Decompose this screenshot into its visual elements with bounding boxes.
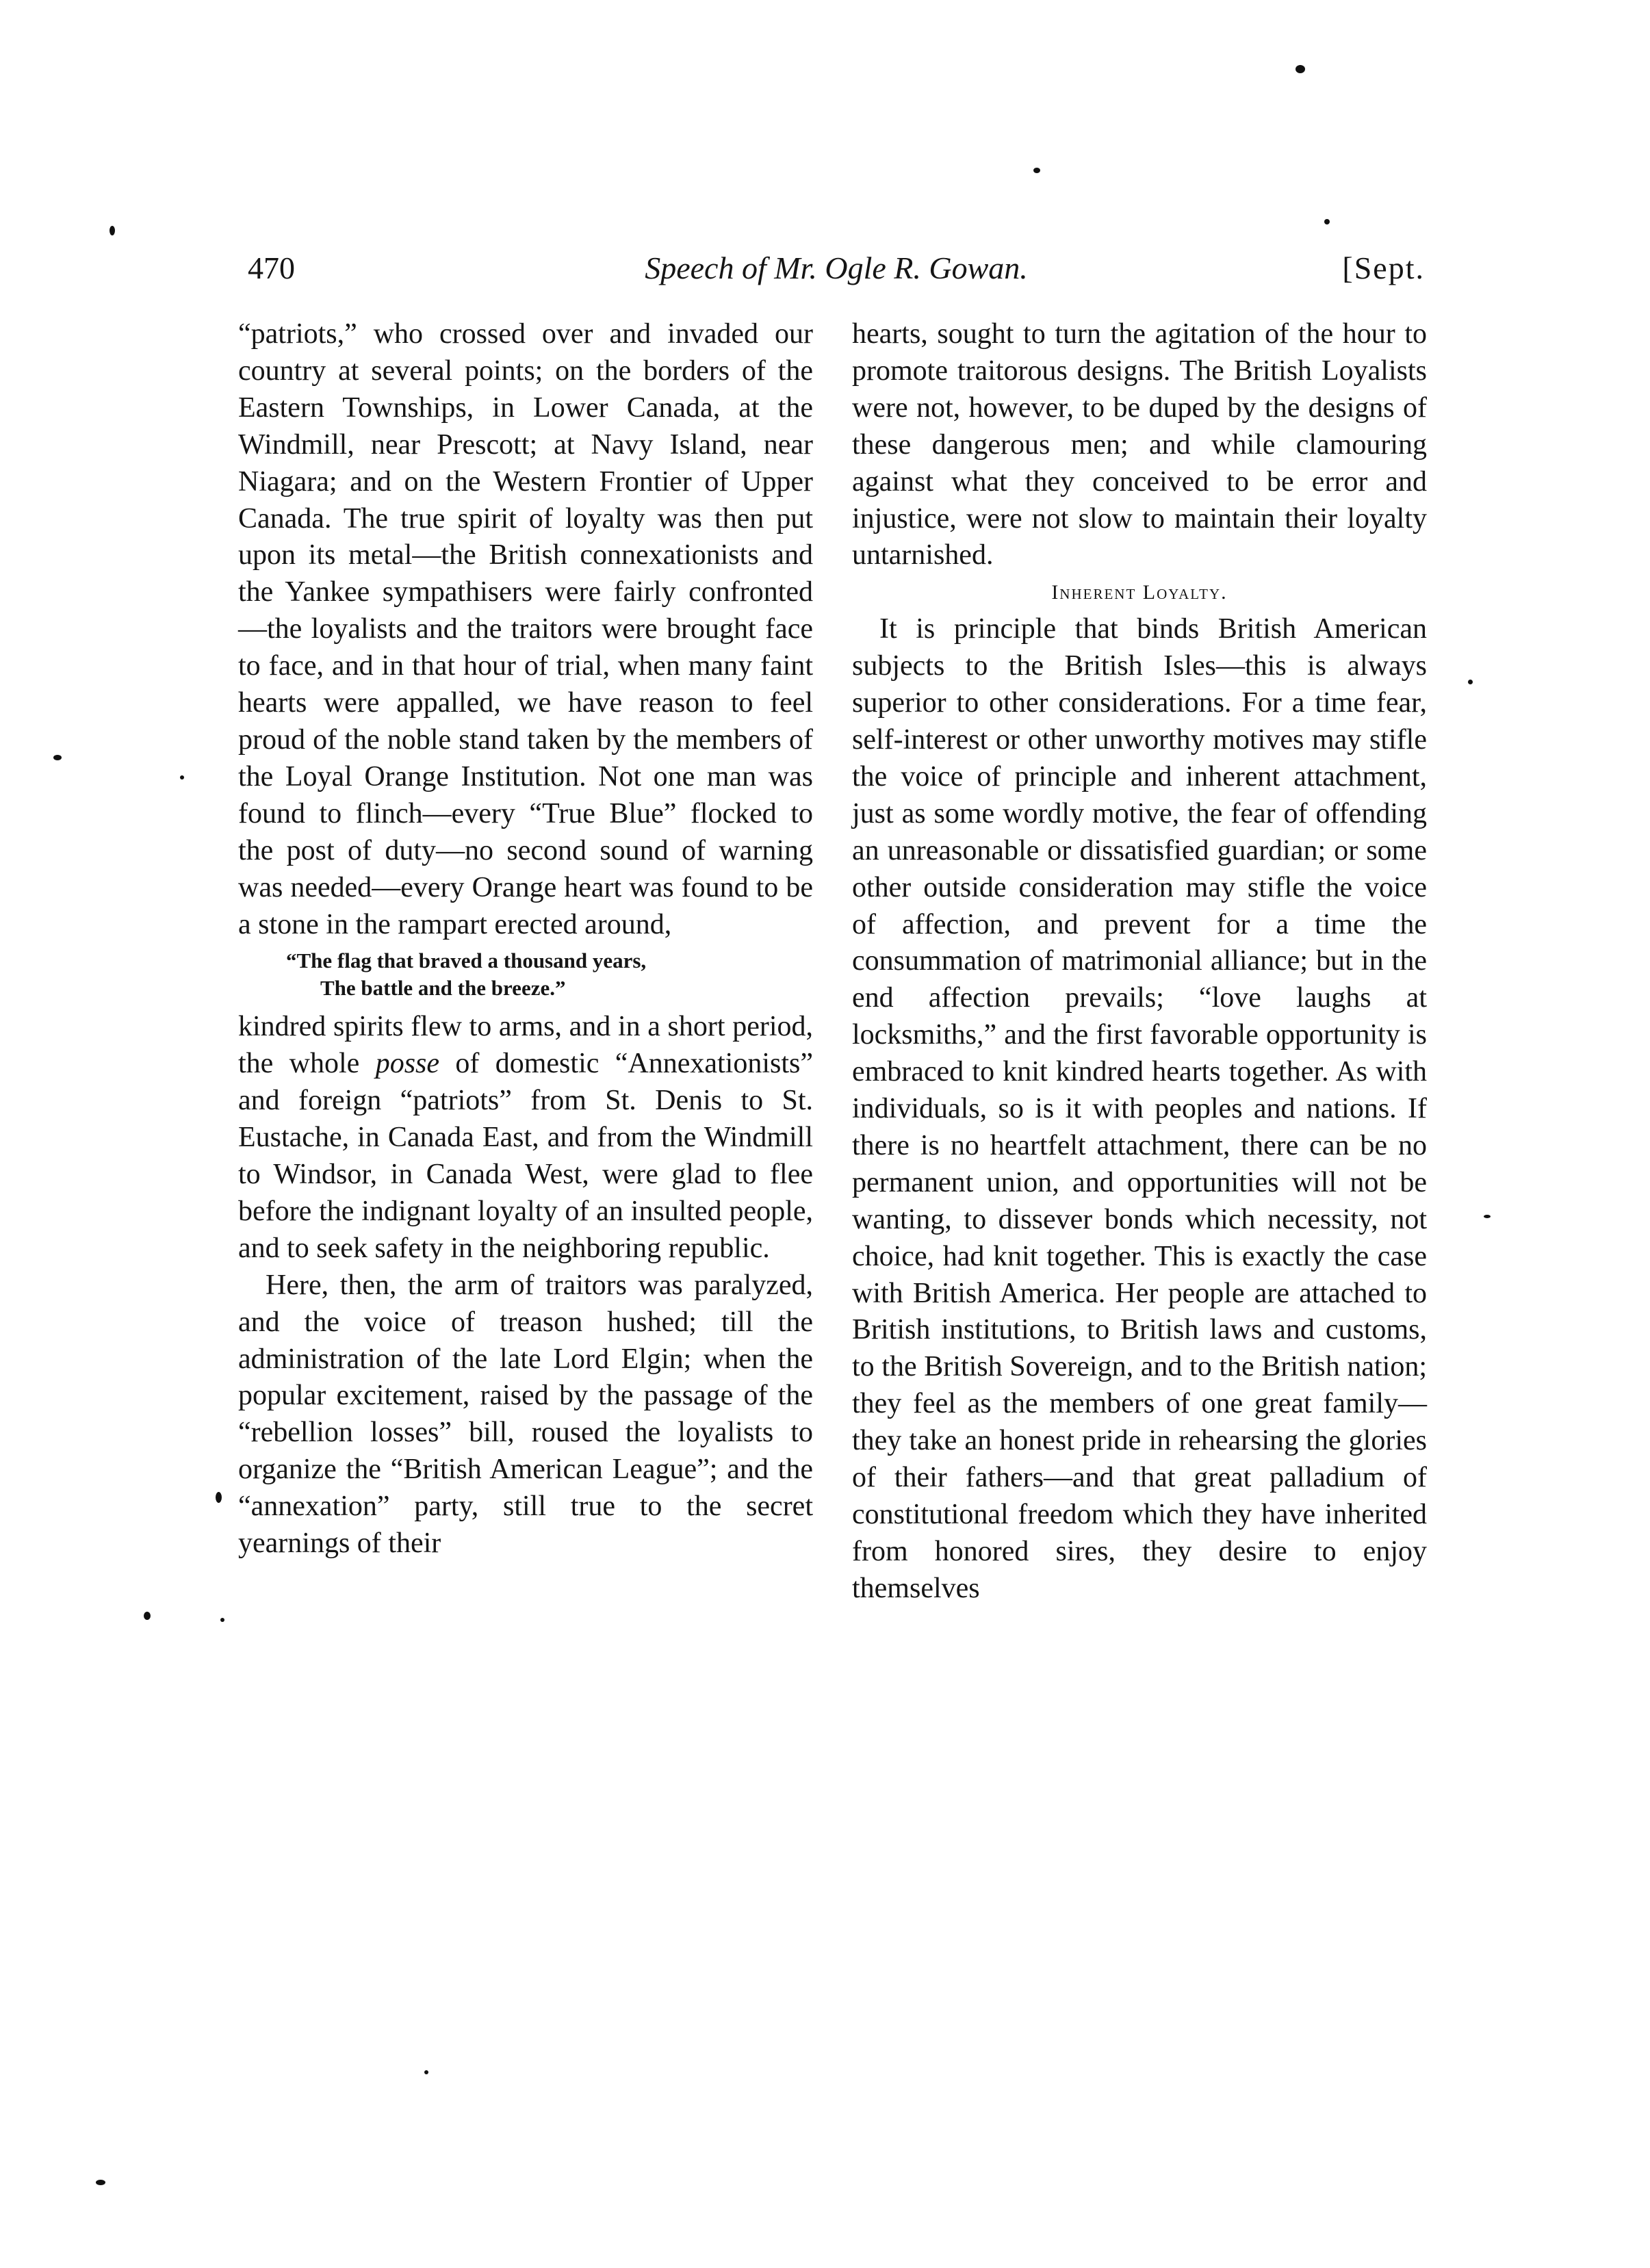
right-paragraph-2: It is principle that binds British American subjects to the British Isles—this is always superior to other considerations. For a time fear, self-interest or other unworthy motives may stifle the voice of principle and inherent attachment, just as some wordly motive, the fear of offending an unreasonable or dissatisfied guardian; or some other outside consideration may stifle the voice of affection, and prevent for a time the consummation of matrimonial alliance; but in the end affection prevails; “love laughs at locksmiths,” and the first favorable opportunity is embraced to knit kindred hearts together. As with individuals, so is it with peoples and nations. If there is no heartfelt attachment, there can be no permanent union, and opportunities will not be wanting, to dissever bonds which necessity, not choice, had knit together. This is exactly the case with British America. Her people are attached to British institutions, to British laws and customs, to the British Sovereign, and to the British nation; they feel as the members of one great family—they take an honest pride in rehearsing the glories of their fathers—and that great palladium of constitutional freedom which they have inherited from honored sires, they desire to enjoy themselves <box>852 613 1427 1604</box>
right-column <box>852 316 1427 1608</box>
left-paragraph-2-text: of domestic “Annexationists” and foreign “patriots” from St. Denis to St. Eustache, in Canada East, and from the Windmill to Windsor, in Canada West, were glad to flee before the indignant loyalty of an insulted people, and to seek safety in the neighboring republic. <box>238 1048 814 1264</box>
scan-speck <box>1468 680 1473 684</box>
scan-speck <box>1484 1215 1491 1218</box>
scan-speck <box>96 2180 105 2185</box>
section-subheading: Inherent Loyalty. <box>1051 581 1228 604</box>
scan-speck <box>220 1618 224 1622</box>
page-number: 470 <box>248 250 295 285</box>
italic-word-posse: posse <box>375 1048 440 1080</box>
scan-speck <box>53 755 62 760</box>
right-paragraph-1: hearts, sought to turn the agitation of the hour to promote traitorous designs. The British Loyalists were not, however, to be duped by the designs of these dangerous men; and while clamouring against what they conceived to be error and injustice, were not slow to maintain their loyalty untarnished. <box>852 318 1427 571</box>
scan-speck <box>1324 219 1330 224</box>
verse-quotation <box>238 947 813 1002</box>
scan-speck <box>144 1612 151 1620</box>
scan-speck <box>424 2070 428 2074</box>
running-date: [Sept. <box>1342 250 1425 285</box>
left-paragraph-2-text: kindred spirits flew to arms, and in a short period, the whole <box>238 1011 813 1080</box>
left-paragraph-3: Here, then, the arm of traitors was paralyzed, and the voice of treason hushed; till the administration of the late Lord Elgin; when the popular excitement, raised by the passage of the “rebellion losses” bill, roused the loyalists to organize the “British American League”; and the “annexation” party, still true to the secret yearnings of their <box>238 1269 813 1560</box>
verse-line: “The flag that braved a thousand years, <box>286 949 647 973</box>
scan-speck <box>180 775 184 779</box>
left-paragraph-1: “patriots,” who crossed over and invaded our country at several points; on the borders of the Eastern Townships, in Lower Canada, at the Windmill, near Prescott; at Navy Island, near Niagara; and on the Western Frontier of Upper Canada. The true spirit of loyalty was then put upon its metal—the British connexationists and the Yankee sympathisers were fairly confronted—the loyalists and the traitors were brought face to face, and in that hour of trial, when many faint hearts were appalled, we have reason to feel proud of the noble stand taken by the members of the Loyal Orange Institution. Not one man was found to flinch—every “True Blue” flocked to the post of duty—no second sound of warning was needed—every Orange heart was found to be a stone in the rampart erected around, <box>238 318 813 940</box>
running-title: Speech of Mr. Ogle R. Gowan. <box>645 250 1028 285</box>
running-header <box>248 241 1425 296</box>
verse-line: The battle and the breeze.” <box>320 976 566 1001</box>
scan-speck <box>1033 168 1040 173</box>
left-column <box>238 316 813 1562</box>
scan-speck <box>216 1492 222 1503</box>
scan-speck <box>1295 65 1305 73</box>
scan-speck <box>109 226 115 235</box>
left-paragraph-2 <box>238 1009 813 1267</box>
